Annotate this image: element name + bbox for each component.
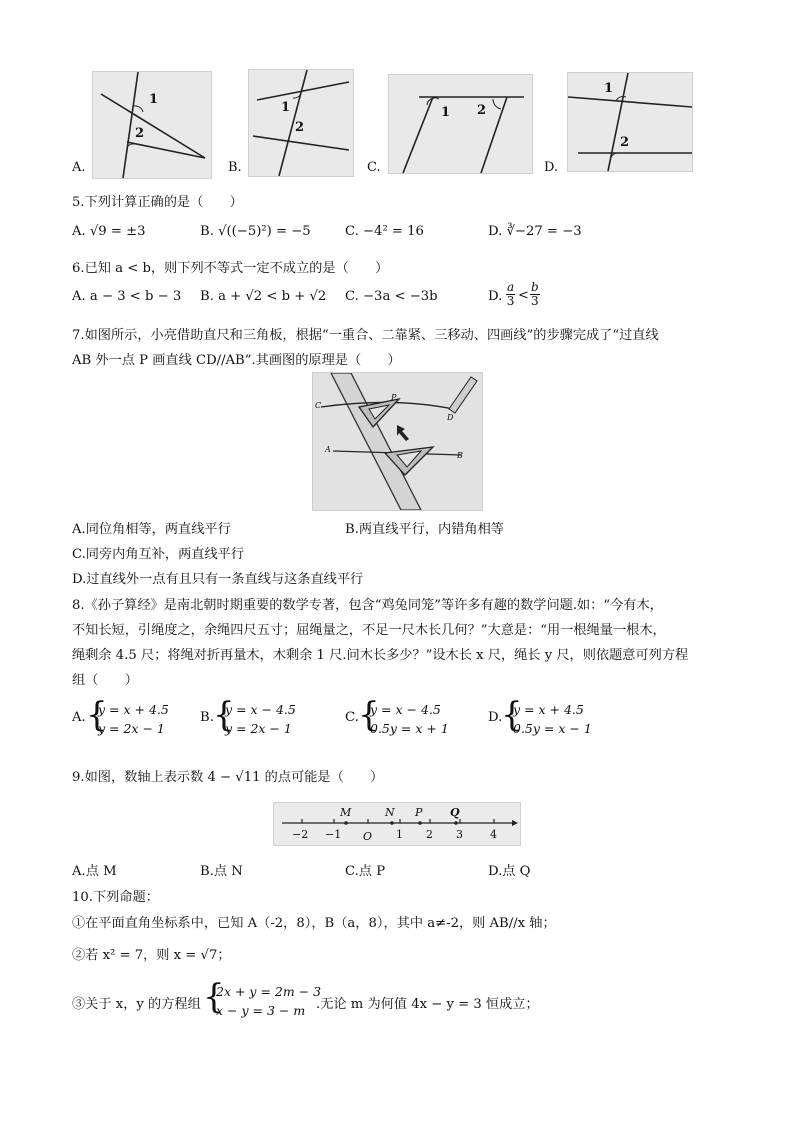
q6-option-c: C. −3a < −3b (345, 289, 438, 304)
q7-option-d: D.过直线外一点有且只有一条直线与这条直线平行 (72, 572, 364, 587)
q6-d-den1: 3 (506, 294, 515, 308)
q7-fig-label-b: B (457, 451, 463, 460)
q8-option-d-system (513, 700, 592, 738)
q8-a-eq1: y = x + 4.5 (98, 702, 169, 717)
q7-stem-line1: 7.如图所示，小亮借助直尺和三角板，根据“一重合、二靠紧、三移动、四画线”的步骤完成了“过直线 (72, 328, 659, 343)
q6-d-num2: b (531, 280, 539, 294)
q8-stem-line1: 8.《孙子算经》是南北朝时期重要的数学专著，包含“鸡兔同笼”等许多有趣的数学问题.如：“今有木， (72, 598, 663, 613)
q7-stem-line2: AB 外一点 P 画直线 CD//AB”.其画图的原理是（ ） (72, 353, 401, 368)
q10-proposition-3-pre: ③关于 x，y 的方程组 (72, 997, 201, 1012)
q6-d-op: < (518, 288, 529, 303)
q9-number-line (273, 802, 521, 846)
q9-option-a: A.点 M (72, 864, 117, 879)
q8-a-eq2: y = 2x − 1 (98, 721, 165, 736)
q10-stem: 10.下列命题： (72, 890, 159, 905)
q8-option-c-label: C. (345, 710, 359, 725)
q4-figure-a (92, 71, 212, 179)
q8-stem-line4: 组（ ） (72, 673, 138, 688)
q7-option-a: A.同位角相等，两直线平行 (72, 522, 231, 537)
q6-option-d-label: D. (488, 289, 503, 304)
q6-d-den2: 3 (531, 294, 539, 308)
q9-option-b: B.点 N (200, 864, 243, 879)
q4-option-c: C. (367, 160, 381, 175)
q8-d-eq2: 0.5y = x − 1 (513, 721, 592, 736)
q4-option-a: A. (72, 160, 86, 175)
q8-b-eq2: y = 2x − 1 (225, 721, 292, 736)
q9-option-d: D.点 Q (488, 864, 531, 879)
q8-option-a-label: A. (72, 710, 86, 725)
q9-option-c: C.点 P (345, 864, 386, 879)
q5-option-c: C. −4² = 16 (345, 224, 424, 239)
q5-option-a: A. √9 = ±3 (72, 224, 146, 239)
q4-option-d: D. (544, 160, 559, 175)
q7-figure (312, 372, 483, 511)
q9-tick-4: 4 (490, 828, 497, 841)
q5-option-d: D. ∛−27 = −3 (488, 224, 582, 239)
q8-c-eq2: 0.5y = x + 1 (370, 721, 449, 736)
q4-fig-c-label-2: 2 (477, 103, 487, 118)
q7-fig-label-a: A (325, 445, 331, 454)
q6-option-d-fraction-1 (506, 281, 515, 308)
q8-option-a-brace: { (86, 695, 108, 735)
q10-proposition-3-post: .无论 m 为何值 4x − y = 3 恒成立； (316, 997, 539, 1012)
q6-stem: 6.已知 a < b，则下列不等式一定不成立的是（ ） (72, 261, 389, 276)
q8-option-b-system (225, 700, 296, 738)
q7-fig-label-d: D (447, 413, 454, 422)
q9-tick-2: 2 (426, 828, 433, 841)
q8-option-c-brace: { (358, 695, 380, 735)
q10-p3-system (216, 982, 321, 1020)
q8-option-d-label: D. (488, 710, 503, 725)
q5-option-b: B. √((−5)²) = −5 (200, 224, 311, 239)
q7-option-c: C.同旁内角互补，两直线平行 (72, 547, 245, 562)
q7-fig-label-c: C (315, 401, 322, 410)
q4-fig-b-label-1: 1 (281, 100, 291, 115)
q6-option-a: A. a − 3 < b − 3 (72, 289, 182, 304)
q9-point-m: M (340, 806, 352, 819)
q9-tick-neg1: −1 (325, 828, 342, 841)
q10-p3-eq2: x − y = 3 − m (216, 1003, 306, 1018)
q7-fig-label-p: P (391, 393, 397, 402)
q8-d-eq1: y = x + 4.5 (513, 702, 584, 717)
q4-figure-c (388, 74, 533, 174)
q9-stem: 9.如图，数轴上表示数 4 − √11 的点可能是（ ） (72, 770, 384, 785)
q6-d-num1: a (507, 280, 515, 294)
q8-option-d-brace: { (501, 695, 523, 735)
q9-tick-1: 1 (396, 828, 403, 841)
q8-stem-line2: 不知长短，引绳度之，余绳四尺五寸；屈绳量之，不足一尺木长几何？”大意是：“用一根绳量一根木， (72, 623, 666, 638)
q8-b-eq1: y = x − 4.5 (225, 702, 296, 717)
q10-p3-brace: { (203, 977, 225, 1017)
q4-fig-d-label-2: 2 (620, 135, 630, 150)
q4-fig-d-label-1: 1 (604, 81, 614, 96)
q10-proposition-1: ①在平面直角坐标系中，已知 A（-2，8），B（a，8），其中 a≠-2，则 AB//x 轴； (72, 916, 556, 931)
q8-stem-line3: 绳剩余 4.5 尺；将绳对折再量木，木剩余 1 尺.问木长多少？”设木长 x 尺，绳长 y 尺，则依题意可列方程 (72, 648, 689, 663)
q4-figure-b (248, 69, 354, 177)
q6-option-d-fraction-2 (530, 281, 540, 308)
q5-stem: 5.下列计算正确的是（ ） (72, 195, 243, 210)
q9-point-p: P (415, 806, 423, 819)
q4-fig-c-label-1: 1 (441, 105, 451, 120)
q9-tick-neg2: −2 (292, 828, 309, 841)
q9-tick-origin: O (363, 830, 373, 843)
q10-p3-eq1: 2x + y = 2m − 3 (216, 984, 322, 999)
q8-c-eq1: y = x − 4.5 (370, 702, 441, 717)
q4-fig-a-label-2: 2 (135, 126, 145, 141)
q4-fig-b-label-2: 2 (295, 120, 305, 135)
q9-point-q: Q (450, 806, 460, 819)
q4-option-b: B. (228, 160, 242, 175)
q10-proposition-2: ②若 x² = 7，则 x = √7； (72, 948, 231, 963)
q8-option-b-label: B. (200, 710, 214, 725)
q8-option-a-system (98, 700, 169, 738)
q6-option-b: B. a + √2 < b + √2 (200, 289, 327, 304)
q7-option-b: B.两直线平行，内错角相等 (345, 522, 504, 537)
q9-point-n: N (385, 806, 395, 819)
q8-option-b-brace: { (213, 695, 235, 735)
q4-fig-a-label-1: 1 (149, 92, 159, 107)
q4-figure-d (567, 72, 693, 172)
q8-option-c-system (370, 700, 449, 738)
q9-tick-3: 3 (456, 828, 463, 841)
